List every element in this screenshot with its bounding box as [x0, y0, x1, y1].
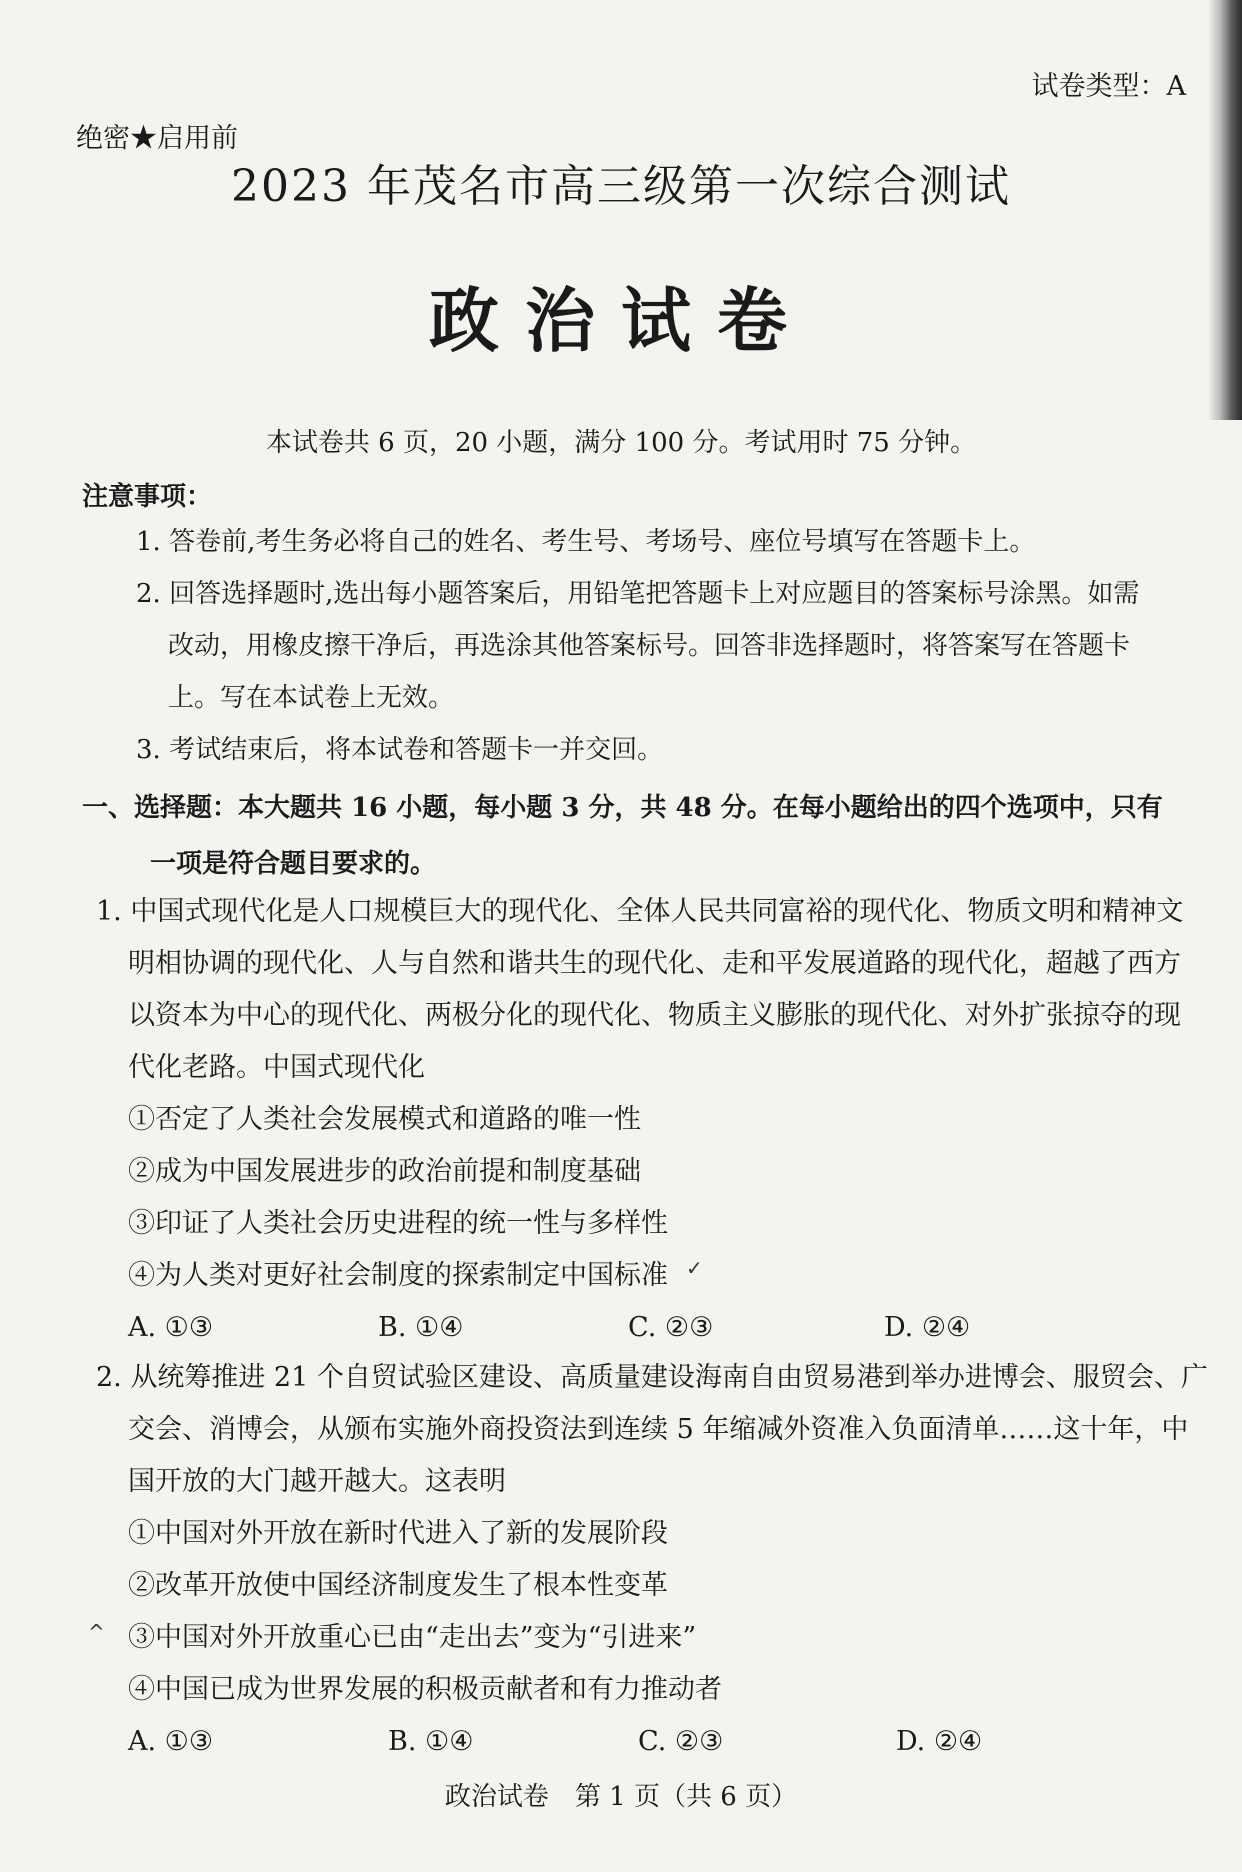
- q2-choice-a: A. ①③: [128, 1726, 214, 1757]
- q1-choice-a: A. ①③: [128, 1312, 214, 1343]
- q2-option-4: ④中国已成为世界发展的积极贡献者和有力推动者: [128, 1674, 722, 1705]
- notice-item-3: 3. 考试结束后，将本试卷和答题卡一并交回。: [136, 735, 664, 765]
- check-mark-icon: ✓: [686, 1256, 703, 1280]
- q2-choice-c: C. ②③: [638, 1726, 724, 1757]
- section-heading: [82, 780, 1212, 892]
- q1-choice-c: C. ②③: [628, 1312, 714, 1343]
- q2-choices: [96, 1716, 1221, 1768]
- question-2: [96, 1352, 1221, 1768]
- notice-title: 注意事项：: [82, 482, 213, 512]
- q1-choices: [96, 1302, 1221, 1354]
- section-line-1: 一、选择题：本大题共 16 小题，每小题 3 分，共 48 分。在每小题给出的四个选项中，只有: [82, 793, 1163, 823]
- question-1: [96, 886, 1221, 1354]
- q2-choice-b: B. ①④: [388, 1726, 474, 1757]
- notice-item-2: 2. 回答选择题时,选出每小题答案后，用铅笔把答题卡上对应题目的答案标号涂黑。如需: [136, 579, 1140, 609]
- subject-title: 政治试卷: [429, 279, 813, 362]
- q1-choice-b: B. ①④: [378, 1312, 464, 1343]
- notice-item-2-cont2: 上。写在本试卷上无效。: [168, 683, 455, 713]
- section-line-2: 一项是符合题目要求的。: [150, 849, 437, 879]
- notice-item-1: 1. 答卷前,考生务必将自己的姓名、考生号、考场号、座位号填写在答题卡上。: [136, 527, 1036, 557]
- exam-title: 2023 年茂名市高三级第一次综合测试: [231, 161, 1011, 212]
- paper-type-label: 试卷类型：A: [1031, 71, 1186, 102]
- q1-option-1: ①否定了人类社会发展模式和道路的唯一性: [128, 1104, 641, 1135]
- q2-stem-line-2: 交会、消博会，从颁布实施外商投资法到连续 5 年缩减外资准入负面清单……这十年，中: [128, 1414, 1189, 1445]
- q1-option-2: ②成为中国发展进步的政治前提和制度基础: [128, 1156, 641, 1187]
- notice-item-2-cont: 改动，用橡皮擦干净后，再选涂其他答案标号。回答非选择题时，将答案写在答题卡: [168, 631, 1131, 661]
- q1-stem-line-1: 1. 中国式现代化是人口规模巨大的现代化、全体人民共同富裕的现代化、物质文明和精神文: [96, 896, 1184, 927]
- q2-stem-line-1: 2. 从统筹推进 21 个自贸试验区建设、高质量建设海南自由贸易港到举办进博会、服贸会、广: [96, 1362, 1208, 1393]
- q2-option-1: ①中国对外开放在新时代进入了新的发展阶段: [128, 1518, 668, 1549]
- q1-stem-line-4: 代化老路。中国式现代化: [128, 1052, 425, 1083]
- q2-option-3: ③中国对外开放重心已由“走出去”变为“引进来”: [128, 1622, 697, 1653]
- notice-list: [136, 516, 1196, 776]
- q2-choice-d: D. ②④: [896, 1726, 983, 1757]
- q2-stem-line-3: 国开放的大门越开越大。这表明: [128, 1466, 506, 1497]
- q1-stem-line-2: 明相协调的现代化、人与自然和谐共生的现代化、走和平发展道路的现代化，超越了西方: [128, 948, 1181, 979]
- q1-option-3: ③印证了人类社会历史进程的统一性与多样性: [128, 1208, 668, 1239]
- caret-mark-icon: ^: [88, 1620, 105, 1644]
- confidential-label: 绝密★启用前: [76, 123, 238, 154]
- page-footer: 政治试卷 第 1 页（共 6 页）: [444, 1782, 798, 1812]
- q1-choice-d: D. ②④: [884, 1312, 971, 1343]
- q1-stem-line-3: 以资本为中心的现代化、两极分化的现代化、物质主义膨胀的现代化、对外扩张掠夺的现: [128, 1000, 1181, 1031]
- exam-info: 本试卷共 6 页，20 小题，满分 100 分。考试用时 75 分钟。: [265, 428, 977, 458]
- q2-option-2: ②改革开放使中国经济制度发生了根本性变革: [128, 1570, 668, 1601]
- q1-option-4: ④为人类对更好社会制度的探索制定中国标准: [128, 1260, 668, 1291]
